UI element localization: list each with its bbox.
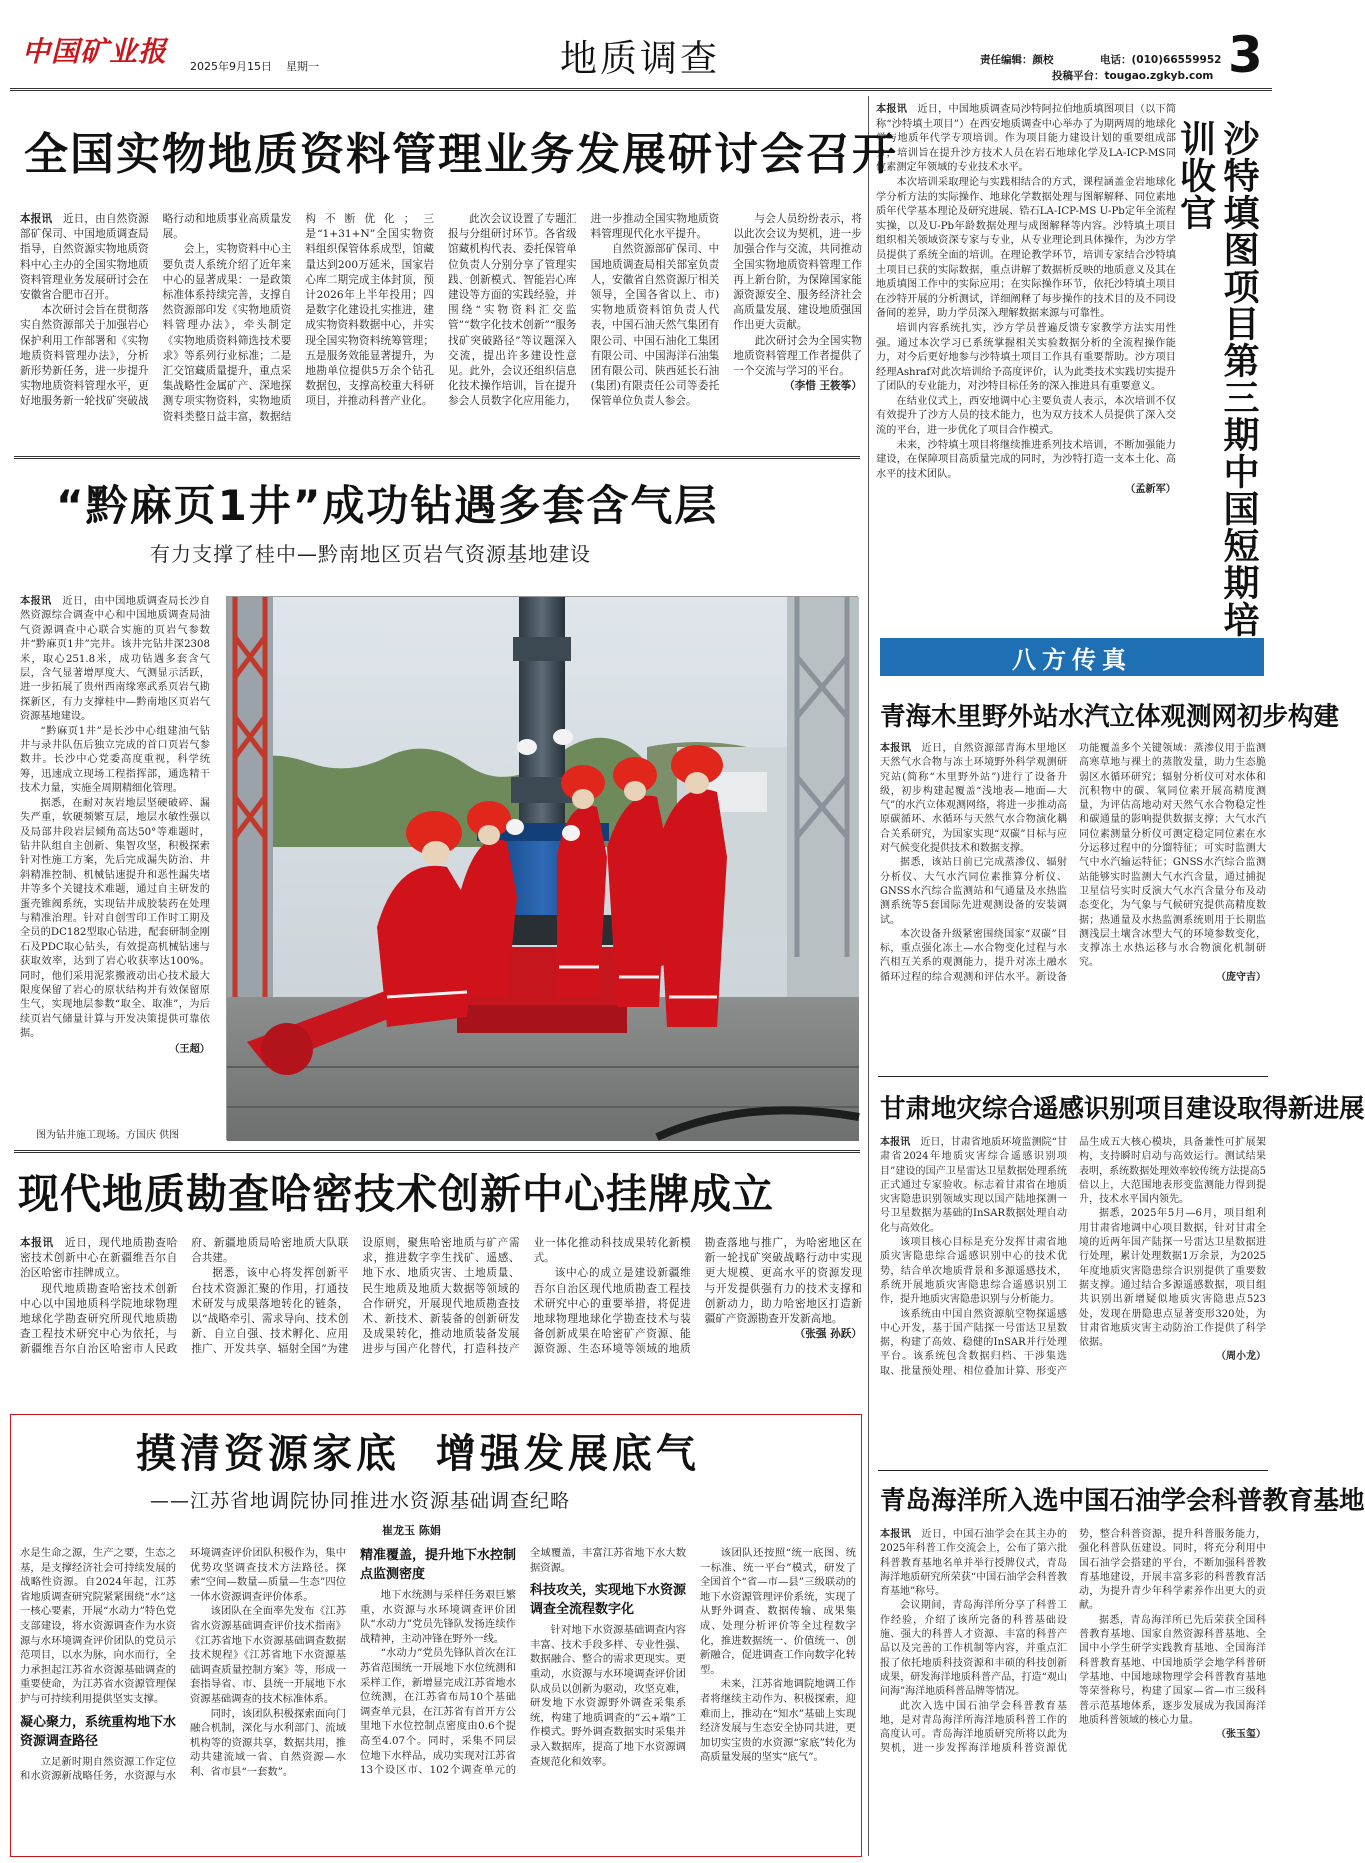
article2-signature: （王超） (169, 1042, 210, 1055)
column-banner-label: 八方传真 (1012, 644, 1132, 674)
article3-body (20, 1236, 862, 1404)
issue-weekday: 星期一 (286, 60, 319, 73)
article1-paragraph: 自然资源部矿保司、中国地质调查局相关部室负责人，安徽省自然资源厅相关领导，全国各省以上、市)实物地质资料馆负责人代表，中国石油天然气集团有限公司、中国石油化工集团有限公司、中国海洋石油集团有限公司、陕西延长石油(集团)有限责任公司等委托保管单位负责人参会。 (590, 243, 720, 408)
article7-title: 甘肃地灾综合遥感识别项目建设取得新进展 (880, 1094, 1365, 1124)
article4-byline: 崔龙玉 陈娟 (382, 1524, 441, 1537)
article4-section-heading: 凝心聚力，系统重构地下水资源调查路径 (20, 1714, 177, 1749)
photo-caption: 图为钻井施工现场。方国庆 供图 (36, 1130, 180, 1141)
article6-paragraph: 本次设备升级紧密围绕国家“双碳”目标，重点强化冻土—水合物变化过程与水汽相互关系的观测能力，提升对冻土融水循环过程的综合观测和评估水平。新设备功能覆盖多个关键领域：蒸渗仪用于监测高寒草地与裸土的蒸散发量，助力生态脆弱区水循环研究；辐射分析仪可对水体和沉积物中的碳、氧同位素开展高精度测量，为评估高地动对天然气水合物稳定性和碳通量的影响提供数据支撑；大气水汽同位素测量分析仪可测定稳定同位素在水分运移过程中的分馏特征；可实时监测大气中水汽输运特征；GNSS水汽综合监测站能够实时监测大气水汽含量，通过捕捉卫星信号实时反演大气水汽含量分布及动态变化，为气象与气候研究提供高精度数据；热通量及水热监测系统则用于长期监测浅层土壤含冰型大气的环境参数变化，支撑冻土水热运移与水合物演化机制研究。 (880, 743, 1266, 983)
article4-section-heading: 精准覆盖，提升地下水控制点监测密度 (360, 1548, 517, 1582)
article1-paragraph: 此次研讨会为全国实物地质资料管理工作者提供了一个交流与学习的平台。 (733, 334, 862, 378)
article6-paragraph: 本报讯 近日，自然资源部青海木里地区天然气水合物与冻土环境野外科学观测研究站(简称“木里野外站”)进行了设备升级，初步构建起覆盖“浅地表—地面—大气”的水汽立体观测网络，将进一步推动高原碳循环、水循环与天然气水合物演化耦合关系研究，为国家实现“双碳”目标与应对气候变化提供技术和数据支撑。 (880, 743, 1068, 855)
article2-paragraph: “黔麻页1井”是长沙中心组建油气钻井与录井队伍后独立完成的首口页岩气参数井。长沙中心党委高度重视，科学统筹，迅速成立现场工程指挥部，通选精干技术力量，实施全周期精细化管理。 (20, 725, 210, 795)
phone-info: 电话：(010)66559952 (1100, 54, 1222, 66)
article7-signature: （周小龙） (1216, 1351, 1266, 1363)
article2-title: “黔麻页1井”成功钻遇多套含气层 (56, 481, 719, 530)
issue-date: 2025年9月15日 (190, 60, 272, 73)
article1-title: 全国实物地质资料管理业务发展研讨会召开 (24, 129, 898, 180)
article8-paragraph: 据悉，青岛海洋所已先后荣获全国科普教育基地、国家自然资源科普基地、全国中小学生研学实践教育基地、全国海洋科普教育基地、中国地质学会地学科普研学基地、中国地球物理学会科普教育基地等荣誉称号，构建了国家—省—市三级科普示范基地体系，逐步发展成为我国海洋地质科普领域的核心力量。 (1079, 1614, 1266, 1726)
article5-signature: （孟新军） (1125, 483, 1176, 496)
article5-paragraph: 未来，沙特填土项目将继续推进系列技术培训，不断加强能力建设，在保障项目高质量完成的同时，为沙特打造一支本土化、高水平的技术团队。 (876, 439, 1176, 480)
article1-body (20, 212, 862, 450)
drilling-site-photo (226, 596, 858, 1140)
article8-paragraph: 本报讯 近日，中国石油学会在其主办的2025年科普工作交流会上，公布了第六批科普教育基地名单并举行授牌仪式，青岛海洋地质研究所荣获“中国石油学会科普教育基地”称号。 (880, 1529, 1068, 1598)
article4-paragraph: 该团队还按照“统一底图、统一标准、统一平台”模式，研发了全国首个“省—市—县”三级联动的地下水资源管理评价系统，实现了从野外调查、数据传输、成果集成、处理分析评价等全过程数字化，推进数据统一、价值统一、创新融合，促进调查工作向数字化转型。 (700, 1547, 856, 1676)
article7-paragraph: 据悉，2025年5月—6月，项目组利用甘肃省地调中心项目数据，针对甘肃全境的近两年国产陆探一号雷达卫星数据进行处理，累计处理数据1万余景，为2025年度地质灾害隐患综合识别提供了重要数据支撑。通过结合多源遥感数据，项目组共识别出新增疑似地质灾害隐患点523处，发现在册隐患点显著变形320处，为甘肃省地质灾害主动防治工作提供了科学依据。 (1079, 1208, 1266, 1349)
article2-paragraph: 本报讯 近日，由中国地质调查局长沙自然资源综合调查中心和中国地质调查局油气资源调查中心联合实施的页岩气参数井“黔麻页1井”完井。该井完钻井深2308米，取心251.8米，成功钻遇多套含气层，含气显著增厚度大、气测显示活跃，进一步拓展了贵州西南缘寒武系页岩气勘探新区，有力支撑桂中—黔南地区页岩气资源基地建设。 (20, 595, 211, 723)
article5-title: 沙特填图项目第三期中国短期培训收官 (1174, 120, 1260, 638)
article8-title: 青岛海洋所入选中国石油学会科普教育基地 (880, 1486, 1365, 1516)
section-title: 地质调查 (560, 37, 720, 80)
article8-paragraph: 会议期间，青岛海洋所分享了科普工作经验，介绍了该所完备的科普基础设施、强大的科普人才资源、丰富的科普产品以及完善的工作机制等内容，并重点汇报了依托地质科技资源和丰硕的科技创新成果，研发海洋地质科普产品，打造“观山问海”海洋地质科普品牌等情况。 (880, 1600, 1067, 1698)
article4-paragraph: 同时，该团队积极探索面向门融合机制，深化与水利部门、流域机构等的资源共享，数据共用，推动共建流域一省、自然资源—水利、省市县“一套数”。 (190, 1707, 346, 1778)
article1-paragraph: 会上，实物资料中心主要负责人系统介绍了近年来中心的显著成果：一是政策标准体系持续完善，支撑自然资源部印发《实物地质资料管理办法》，牵头制定《实物地质资料筛选技术要求》等系列行业标准；二是汇交馆藏质量提升，重点采集战略性金属矿产、深地探测专项实物资料，实物地质资料类整日益丰富，数据结构不断优化；三是“1+31+N”全国实物资料组织保管体系成型，馆藏量达到200万延米，国家岩心库二期完成主体封顶，预计2026年上半年投用；四是数字化建设扎实推进，建成实物资料数据中心，并实现全国实物资料统筹管理；五是服务效能显著提升，为地勘单位提供5万余个钻孔数据包，支撑高校重大科研项目，并推动科普产业化。 (162, 213, 434, 423)
article1-paragraph: 与会人员纷纷表示，将以此次会议为契机，进一步加强合作与交流，共同推动全国实物地质资料管理工作再上新台阶，为保障国家能源资源安全、服务经济社会高质量发展、建设地质强国作出更大贡献。 (733, 213, 862, 332)
article2-body (20, 594, 210, 1122)
newspaper-logo: 中国矿业报 (22, 35, 168, 68)
submission-info: 投稿平台：tougao.zgkyb.com (1052, 70, 1214, 82)
article4-subtitle: ——江苏省地调院协同推进水资源基础调查纪略 (150, 1490, 571, 1512)
article5-paragraph: 本报讯 近日，中国地质调查局沙特阿拉伯地质填图项目（以下简称“沙特填土项目”）在西安地质调查中心举办了为期两周的地球化学与地质年代学专项培训。作为项目能力建设计划的重要组成部分，培训旨在提升沙方技术人员在岩石地球化学及LA-ICP-MS同位素测定年领域的专业技术水平。 (876, 103, 1177, 174)
article1-paragraph: 本次研讨会旨在贯彻落实自然资源部关于加强岩心保护利用工作部署和《实物地质资料管理办法》，分析新形势新任务，进一步提升实物地质资料管理水平，更好地服务新一轮找矿突破战略行动和地质事业高质量发展。 (20, 213, 292, 408)
article6-title: 青海木里野外站水汽立体观测网初步构建 (880, 702, 1340, 732)
article7-body (880, 1136, 1266, 1460)
article3-signature: （张强 孙跃） (794, 1328, 862, 1341)
article4-body (20, 1546, 856, 1848)
article4-section-heading: 科技攻关，实现地下水资源调查全流程数字化 (530, 1583, 687, 1618)
article7-paragraph: 本报讯 近日，甘肃省地质环境监测院“甘肃省2024年地质灾害综合遥感识别项目”建设的国产卫星雷达卫星数据处理系统正式通过专家验收。标志着甘肃省在地质灾害隐患识别领域实现以国产陆地探测一号卫星数据为基础的InSAR数据处理自动化与高效化。 (880, 1137, 1067, 1234)
article4-paragraph: 未来，江苏省地调院地调工作者将继续主动作为、积极探索，迎难而上，推动在“知水”基础上实现经济发展与生态安全协同共进，更加切实宝贵的水资源“家底”转化为高质量发展的坚实“底气”。 (700, 1678, 856, 1764)
article8-paragraph: 此次入选中国石油学会科普教育基地，是对青岛海洋所海洋地质科普工作的高度认可。青岛海洋地质研究所将以此为契机，进一步发挥海洋地质科普资源优势，整合科普资源，提升科普服务能力，强化科普队伍建设。同时，将充分利用中国石油学会搭建的平台，不断加强科普教育基地建设，开展丰富多彩的科普教育活动，为提升青少年科学素养作出更大的贡献。 (880, 1529, 1266, 1755)
article3-paragraph: 据悉，该中心将发挥创新平台技术资源汇聚的作用，打通技术研发与成果落地转化的链条，以“战略牵引、需求导向、技术创新、自立自强、技术孵化、应用推广、开发共享、辐射全国”为建设原则，聚焦哈密地质与矿产需求，推进数字孪生找矿、遥感、地下水、地质灾害、土地质量、民生地质及地质大数据等领域的合作研究，开展现代地质勘查技术、新技术、新装备的创新研发及成果转化，推动地质装备发展进步与国产化替代，打造科技产业一体化推动科技成果转化新模式。 (191, 1237, 691, 1356)
article6-signature: （庞守吉） (1216, 971, 1266, 983)
article1-paragraph: 本报讯 近日，由自然资源部矿保司、中国地质调查局指导，自然资源实物地质资料中心主办的全国实物地质资料管理业务发展研讨会在安徽省合肥市召开。 (20, 213, 149, 302)
article8-signature: （张玉玺） (1216, 1729, 1266, 1741)
article5-paragraph: 本次培训采取理论与实践相结合的方式，课程涵盖金岩地球化学分析方法的实际操作、地球化学数据处理与图解解释、同位素地质年代学基本理论及研究进展、锆石LA-ICP-MS U-Pb定年全流程实操，以及U-Pb年龄数据处理与成图解释等内容。沙特填土项目组织相关领域资深专家与专业，从专业理论到具体操作，为沙方学员提供了系统全面的培训。在理论教学环节，培训专家结合沙特填土项目已获的实际数据，重点讲解了数据析反映的地质意义及其在地质填图工作中的实际应用；在实际操作环节，依托沙特填土项目在沙特开展的分析测试，详细阐释了每步操作的技术目的及不同设备间的差异，助力学员深入理解数据来源与可靠性。 (876, 176, 1176, 320)
article3-title: 现代地质勘查哈密技术创新中心挂牌成立 (18, 1170, 774, 1218)
article8-body (880, 1528, 1266, 1854)
article4-paragraph: 针对地下水资源基础调查内容丰富、技术手段多样、专业性强、数据融合、整合的需求更现实。更重动，水资源与水环境调查评价团队成员以创新为驱动，攻坚克难，研发地下水资源野外调查采集系统，构建了地质调查的“云+端”工作模式。野外调查数据实时采集并录入数据库，提高了地下水资源调查规范化和效率。 (530, 1624, 686, 1768)
article5-paragraph: 培训内容系统扎实，沙方学员普遍反馈专家教学方法实用性强。通过本次学习已系统掌握相关实验数据分析的全流程操作能力，对今后更好地参与沙特填土项目工作具有重要帮助。沙方项目经理Ashraf对此次培训给予高度评价，认为此类技术实践切实提升了团队的专业能力，对沙特目标任务的深入推进具有重要意义。 (876, 322, 1176, 393)
editor-info: 责任编辑：颜校 (980, 54, 1054, 66)
article2-subtitle: 有力支撑了桂中—黔南地区页岩气资源基地建设 (150, 542, 591, 566)
article4-paragraph: 立足新时期自然资源工作定位和水资源新战略任务，水资源与水环境调查评价团队积极作为，集中优势攻坚调查技术方法路径。探索“空间—数量—质量—生态”四位一体水资源调查评价体系。 (20, 1547, 346, 1783)
article7-paragraph: 该项目核心目标是充分发挥甘肃省地质灾害隐患综合遥感识别中心的技术优势，结合单次地质背景和多源遥感技术，系统开展地质灾害隐患综合遥感识别工作，提升地质灾害隐患识别与分析能力。 (880, 1237, 1067, 1306)
article7-paragraph: 该系统由中国自然资源航空物探遥感中心开发，基于国产陆探一号雷达卫星数据，构建了高效、稳健的InSAR并行处理平台。该系统包含数据归档、干涉集选取、批量预处理、相位叠加计算、形变产品生成五大核心模块，具备兼性可扩展架构，支持瞬时启动与高效运行。测试结果表明，系统数据处理效率较传统方法提高5倍以上，大范围地表形变监测能力得到提升，技术水平国内领先。 (880, 1137, 1266, 1377)
article6-body (880, 742, 1266, 1068)
article5-body (876, 102, 1176, 634)
article6-paragraph: 据悉，该站日前已完成蒸渗仪、辐射分析仪、大气水汽同位素推算分析仪、GNSS水汽综合监测站和气通量及水热监测系统等5套国际先进观测设备的安装调试。 (880, 857, 1067, 926)
article2-paragraph: 据悉，在耐对灰岩地层坚硬破碎、漏失严重，软硬频繁互层，地层水敏性强以及局部井段岩层倾角高达50°等难题时，钻井队组自主创新、集智攻坚，积极探索针对性施工方案，先后完成漏失防治、井斜精准控制、机械钻速提升和恶性漏失堵井等多个关键技术难题，通过自主研发的蛋壳锥阀系统，实现钻井成胶装药在处理与精准治理。针对自创雪印工作时工期及全员的DC182型取心钻进，配套研制金刚石及PDC取心钻头，有效提高机械钻速与获取效率，达到了岩心收获率达100%。同时，他们采用泥浆搬液动出心技术最大限度保留了岩心的原状结构并有效保留原生气，实现地层参数“取全、取准”，为后续页岩气储量计算与开发决策提供可靠依据。 (20, 797, 210, 1040)
article3-paragraph: 该中心的成立是建设新疆维吾尔自治区现代地质勘查工程技术研究中心的重要举措，将促进地球物理地球化学勘查技术与装备创新成果在哈密矿产资源、能源资源、生态环境等领域的地质勘查落地与推广，为哈密地区在新一轮找矿突破战略行动中实现更大规模、更高水平的资源发现与开发提供强有力的技术支撑和创新动力，助力哈密地区打造新疆矿产资源勘查开发新高地。 (533, 1237, 862, 1356)
page-number: 3 (1228, 26, 1263, 84)
article1-signature: （李惜 王筱筝） (784, 380, 862, 393)
article1-paragraph: 此次会议设置了专题汇报与分组研讨环节。各省级馆藏机构代表、委托保管单位负责人分别分享了管理实践、创新模式、智能岩心库建设等方面的实践经验，并围绕“实物资料汇交监管”“数字化技术创新”“服务找矿突破路径”等议题深入交流，提出许多建设性意见。此外，会议还组织信息化技术操作培训，旨在提升参会人员数字化应用能力，进一步推动全国实物地质资料管理现代化水平提升。 (447, 213, 720, 408)
article4-title: 摸清资源家底 增强发展底气 (136, 1430, 700, 1477)
article4-paragraph: 水是生命之源，生产之要，生态之基，是支撑经济社会可持续发展的战略性资源。自2024年起，江苏省地质调查研究院紧紧围绕“水”这一核心要素，开展“水动力”特色党支部建设，将水资源调查作为水资源与水环境调查评价团队的党员示范项目，以水为脉，向水而行，全力承担起江苏省水资源基础调查的重要使命，为江苏省水资源管理保护与可持续利用提供坚实支撑。 (20, 1547, 176, 1705)
column-banner (880, 638, 1264, 676)
article4-paragraph: 该团队在全面率先发布《江苏省水资源基础调查评价技术指南》《江苏省地下水资源基础调查数据技术规程》《江苏省地下水资源基础调查质量控制方案》等，形成一套指导省、市、县统一开展地下水资源基础调查的技术标准体系。 (190, 1605, 346, 1705)
article5-paragraph: 在结业仪式上，西安地调中心主要负责人表示，本次培训不仅有效提升了沙方人员的技术能力，也为双方技术人员提供了深入交流的平台，进一步优化了项目合作模式。 (876, 395, 1176, 437)
article3-paragraph: 现代地质勘查哈密技术创新中心以中国地质科学院地球物理地球化学勘查研究所现代地质勘查工程技术研究中心为依托，与新疆维吾尔自治区哈密市人民政府、新疆地质局哈密地质大队联合共建。 (20, 1237, 349, 1356)
article4-paragraph: “水动力”党员先锋队首次在江苏省范围统一开展地下水位统测和采样工作，新增显完成江苏省地水位统测，在江苏省布局10个基础调查单元县，在江苏省有首开方公里地下水位控制点密度由0.6个提高至4.07个。同时，采集不同层位地下水样品，成功实现对江苏省13个设区市、102个调查单元的全域覆盖，丰富江苏省地下水大数据资源。 (360, 1547, 686, 1777)
article4-paragraph: 地下水统测与采样任务艰巨繁重，水资源与水环境调查评价团队“水动力”党员先锋队发扬连续作战精神，主动冲锋在野外一线。 (360, 1589, 516, 1645)
masthead (0, 0, 1280, 86)
article3-paragraph: 本报讯 近日，现代地质勘查哈密技术创新中心在新疆维吾尔自治区哈密市挂牌成立。 (20, 1237, 178, 1280)
